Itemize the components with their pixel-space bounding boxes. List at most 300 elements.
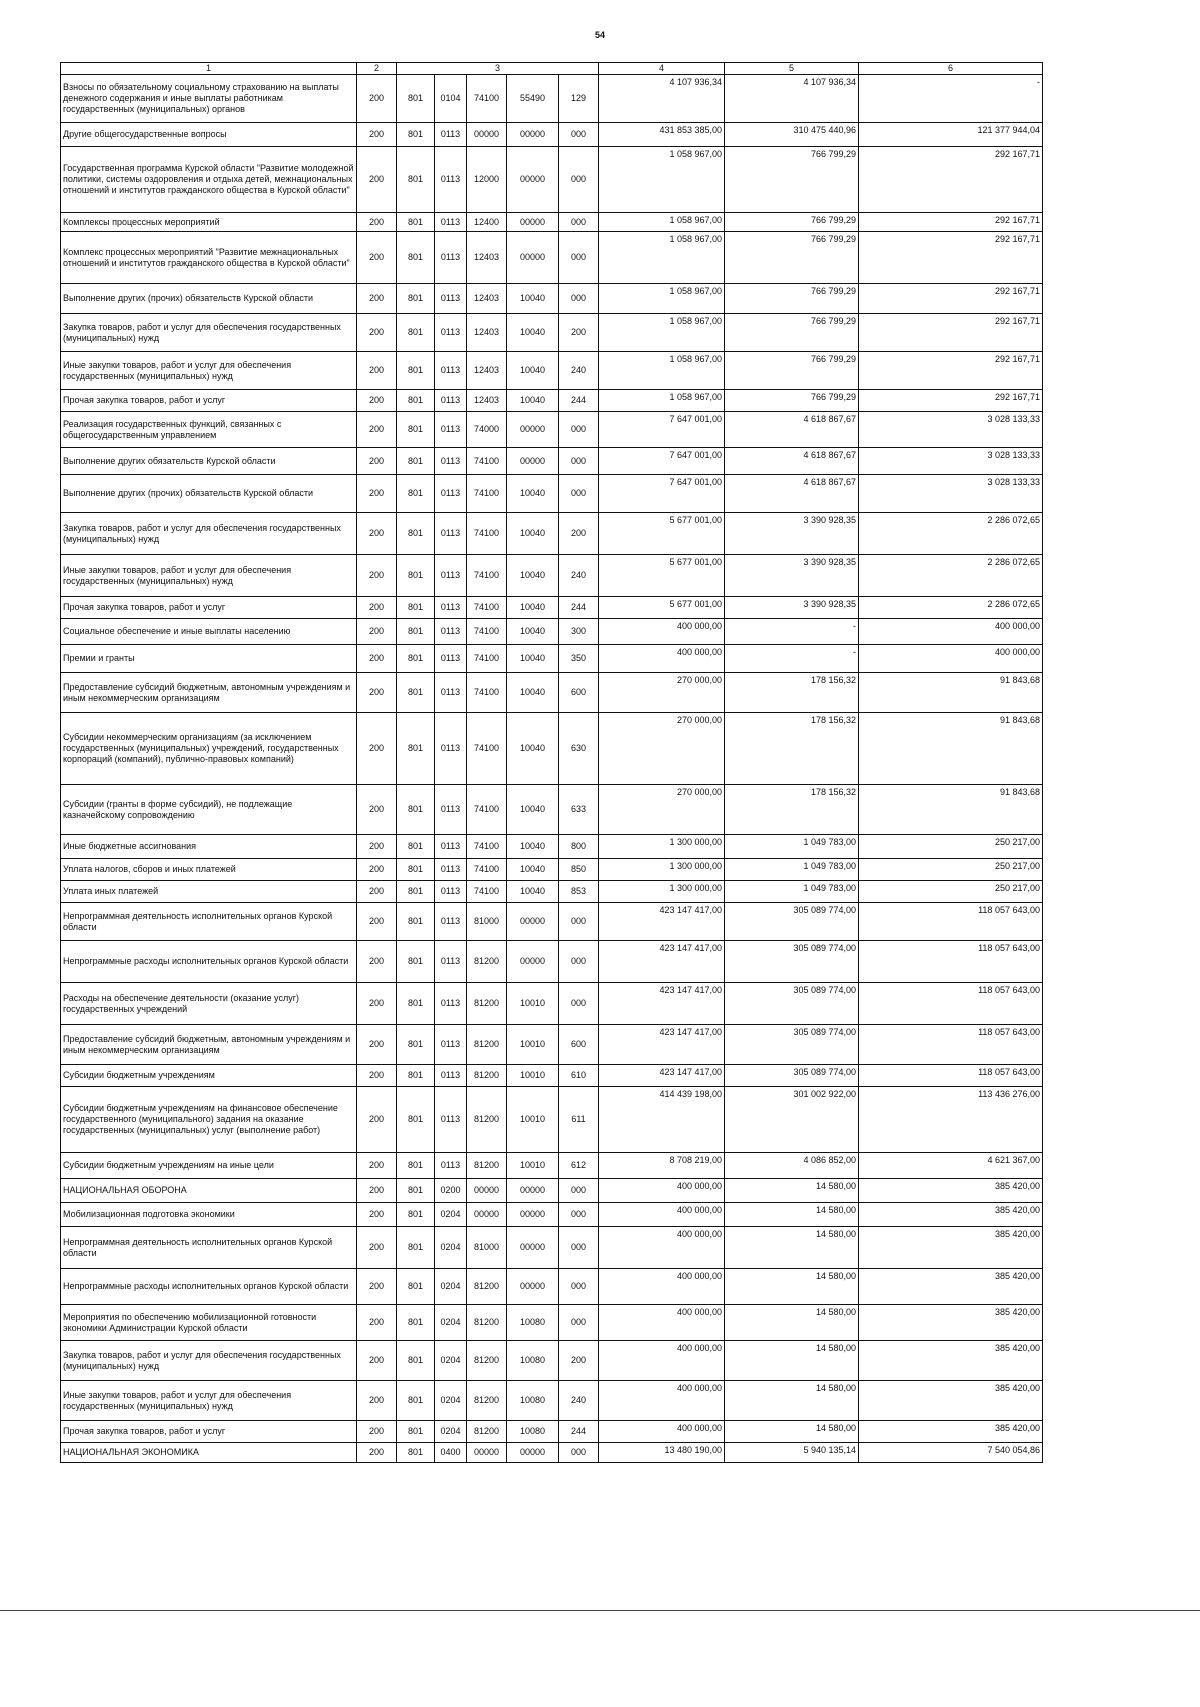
- direction-code-cell: 00000: [507, 213, 559, 232]
- remainder-amount-cell: 250 217,00: [859, 881, 1043, 903]
- approved-amount-cell: 400 000,00: [599, 1179, 725, 1203]
- admin-code-cell: 200: [357, 673, 397, 713]
- expense-type-cell: 000: [559, 1179, 599, 1203]
- remainder-amount-cell: 7 540 054,86: [859, 1443, 1043, 1463]
- direction-code-cell: 00000: [507, 123, 559, 147]
- executed-amount-cell: 3 390 928,35: [725, 513, 859, 555]
- program-code-cell: 74100: [467, 835, 507, 859]
- admin-code-cell: 200: [357, 645, 397, 673]
- direction-code-cell: 00000: [507, 941, 559, 983]
- expense-type-cell: 000: [559, 1443, 599, 1463]
- remainder-amount-cell: 292 167,71: [859, 284, 1043, 314]
- remainder-amount-cell: 385 420,00: [859, 1341, 1043, 1381]
- executed-amount-cell: 14 580,00: [725, 1381, 859, 1421]
- remainder-amount-cell: 292 167,71: [859, 213, 1043, 232]
- program-code-cell: 74100: [467, 597, 507, 619]
- remainder-amount-cell: 292 167,71: [859, 147, 1043, 213]
- program-code-cell: 74000: [467, 412, 507, 448]
- executed-amount-cell: 14 580,00: [725, 1179, 859, 1203]
- executed-amount-cell: 4 107 936,34: [725, 75, 859, 123]
- admin-code-cell: 200: [357, 412, 397, 448]
- table-row: [61, 412, 1043, 448]
- ministry-code-cell: 801: [397, 390, 435, 412]
- section-code-cell: 0113: [435, 903, 467, 941]
- admin-code-cell: 200: [357, 1421, 397, 1443]
- approved-amount-cell: 13 480 190,00: [599, 1443, 725, 1463]
- direction-code-cell: 00000: [507, 232, 559, 284]
- admin-code-cell: 200: [357, 835, 397, 859]
- executed-amount-cell: 4 618 867,67: [725, 475, 859, 513]
- section-code-cell: 0113: [435, 983, 467, 1025]
- executed-amount-cell: -: [725, 619, 859, 645]
- section-code-cell: 0204: [435, 1381, 467, 1421]
- table-row: [61, 859, 1043, 881]
- row-name-cell: Субсидии некоммерческим организациям (за исключением государственных (муниципальных) учреждений, государственных корпораций (компаний), публично-правовых компаний): [61, 713, 357, 785]
- row-name-cell: Мобилизационная подготовка экономики: [61, 1203, 357, 1227]
- row-name-cell: Реализация государственных функций, связанных с общегосударственным управлением: [61, 412, 357, 448]
- section-code-cell: 0113: [435, 673, 467, 713]
- ministry-code-cell: 801: [397, 232, 435, 284]
- executed-amount-cell: -: [725, 645, 859, 673]
- admin-code-cell: 200: [357, 555, 397, 597]
- approved-amount-cell: 270 000,00: [599, 673, 725, 713]
- approved-amount-cell: 423 147 417,00: [599, 1065, 725, 1087]
- ministry-code-cell: 801: [397, 673, 435, 713]
- table-row: [61, 597, 1043, 619]
- remainder-amount-cell: 121 377 944,04: [859, 123, 1043, 147]
- ministry-code-cell: 801: [397, 785, 435, 835]
- section-code-cell: 0113: [435, 390, 467, 412]
- table-row: [61, 1087, 1043, 1153]
- approved-amount-cell: 7 647 001,00: [599, 475, 725, 513]
- admin-code-cell: 200: [357, 75, 397, 123]
- expense-type-cell: 633: [559, 785, 599, 835]
- remainder-amount-cell: 250 217,00: [859, 835, 1043, 859]
- remainder-amount-cell: 3 028 133,33: [859, 475, 1043, 513]
- section-code-cell: 0113: [435, 352, 467, 390]
- ministry-code-cell: 801: [397, 903, 435, 941]
- table-row: [61, 1153, 1043, 1179]
- program-code-cell: 81200: [467, 1305, 507, 1341]
- scan-edge-line: [0, 1610, 1200, 1611]
- row-name-cell: Взносы по обязательному социальному страхованию на выплаты денежного содержания и иные выплаты работникам государственных (муниципальных) органов: [61, 75, 357, 123]
- executed-amount-cell: 14 580,00: [725, 1421, 859, 1443]
- ministry-code-cell: 801: [397, 147, 435, 213]
- admin-code-cell: 200: [357, 232, 397, 284]
- expense-type-cell: 612: [559, 1153, 599, 1179]
- row-name-cell: Субсидии (гранты в форме субсидий), не подлежащие казначейскому сопровождению: [61, 785, 357, 835]
- section-code-cell: 0113: [435, 448, 467, 475]
- approved-amount-cell: 5 677 001,00: [599, 555, 725, 597]
- row-name-cell: Выполнение других (прочих) обязательств Курской области: [61, 475, 357, 513]
- expense-type-cell: 240: [559, 1381, 599, 1421]
- expense-type-cell: 244: [559, 597, 599, 619]
- approved-amount-cell: 4 107 936,34: [599, 75, 725, 123]
- ministry-code-cell: 801: [397, 1203, 435, 1227]
- row-name-cell: НАЦИОНАЛЬНАЯ ЭКОНОМИКА: [61, 1443, 357, 1463]
- admin-code-cell: 200: [357, 123, 397, 147]
- program-code-cell: 12400: [467, 213, 507, 232]
- approved-amount-cell: 1 300 000,00: [599, 859, 725, 881]
- program-code-cell: 00000: [467, 1179, 507, 1203]
- row-name-cell: Комплекс процессных мероприятий "Развитие межнациональных отношений и институтов гражданского общества в Курской области": [61, 232, 357, 284]
- direction-code-cell: 10040: [507, 390, 559, 412]
- table-body: [61, 63, 1043, 1463]
- approved-amount-cell: 431 853 385,00: [599, 123, 725, 147]
- executed-amount-cell: 310 475 440,96: [725, 123, 859, 147]
- remainder-amount-cell: 3 028 133,33: [859, 412, 1043, 448]
- admin-code-cell: 200: [357, 352, 397, 390]
- section-code-cell: 0113: [435, 412, 467, 448]
- approved-amount-cell: 1 058 967,00: [599, 213, 725, 232]
- row-name-cell: Мероприятия по обеспечению мобилизационной готовности экономики Администрации Курской области: [61, 1305, 357, 1341]
- ministry-code-cell: 801: [397, 941, 435, 983]
- table-row: [61, 1421, 1043, 1443]
- direction-code-cell: 00000: [507, 903, 559, 941]
- header-cell-3: 3: [397, 63, 599, 75]
- row-name-cell: Социальное обеспечение и иные выплаты населению: [61, 619, 357, 645]
- section-code-cell: 0113: [435, 713, 467, 785]
- executed-amount-cell: 766 799,29: [725, 390, 859, 412]
- program-code-cell: 74100: [467, 785, 507, 835]
- program-code-cell: 74100: [467, 713, 507, 785]
- direction-code-cell: 10040: [507, 597, 559, 619]
- header-cell-6: 6: [859, 63, 1043, 75]
- table-row: [61, 555, 1043, 597]
- expense-type-cell: 000: [559, 448, 599, 475]
- section-code-cell: 0200: [435, 1179, 467, 1203]
- row-name-cell: Уплата иных платежей: [61, 881, 357, 903]
- direction-code-cell: 10080: [507, 1421, 559, 1443]
- row-name-cell: Непрограммная деятельность исполнительных органов Курской области: [61, 1227, 357, 1269]
- approved-amount-cell: 1 058 967,00: [599, 284, 725, 314]
- executed-amount-cell: 14 580,00: [725, 1203, 859, 1227]
- section-code-cell: 0113: [435, 785, 467, 835]
- table-row: [61, 785, 1043, 835]
- section-code-cell: 0113: [435, 1087, 467, 1153]
- remainder-amount-cell: 91 843,68: [859, 785, 1043, 835]
- ministry-code-cell: 801: [397, 859, 435, 881]
- remainder-amount-cell: 292 167,71: [859, 314, 1043, 352]
- direction-code-cell: 10040: [507, 881, 559, 903]
- approved-amount-cell: 7 647 001,00: [599, 412, 725, 448]
- executed-amount-cell: 178 156,32: [725, 785, 859, 835]
- remainder-amount-cell: 91 843,68: [859, 673, 1043, 713]
- admin-code-cell: 200: [357, 1025, 397, 1065]
- section-code-cell: 0204: [435, 1305, 467, 1341]
- expense-type-cell: 240: [559, 555, 599, 597]
- expense-type-cell: 244: [559, 390, 599, 412]
- executed-amount-cell: 1 049 783,00: [725, 859, 859, 881]
- ministry-code-cell: 801: [397, 475, 435, 513]
- table-row: [61, 448, 1043, 475]
- table-row: [61, 213, 1043, 232]
- approved-amount-cell: 400 000,00: [599, 1227, 725, 1269]
- executed-amount-cell: 305 089 774,00: [725, 941, 859, 983]
- program-code-cell: 12403: [467, 284, 507, 314]
- remainder-amount-cell: 113 436 276,00: [859, 1087, 1043, 1153]
- approved-amount-cell: 1 058 967,00: [599, 314, 725, 352]
- admin-code-cell: 200: [357, 859, 397, 881]
- expense-type-cell: 129: [559, 75, 599, 123]
- program-code-cell: 81200: [467, 1421, 507, 1443]
- approved-amount-cell: 1 058 967,00: [599, 352, 725, 390]
- remainder-amount-cell: 2 286 072,65: [859, 597, 1043, 619]
- ministry-code-cell: 801: [397, 448, 435, 475]
- expense-type-cell: 600: [559, 1025, 599, 1065]
- section-code-cell: 0113: [435, 597, 467, 619]
- expense-type-cell: 630: [559, 713, 599, 785]
- admin-code-cell: 200: [357, 983, 397, 1025]
- table-row: [61, 983, 1043, 1025]
- direction-code-cell: 10040: [507, 352, 559, 390]
- table-row: [61, 390, 1043, 412]
- table-row: [61, 941, 1043, 983]
- approved-amount-cell: 8 708 219,00: [599, 1153, 725, 1179]
- row-name-cell: Выполнение других (прочих) обязательств Курской области: [61, 284, 357, 314]
- approved-amount-cell: 400 000,00: [599, 1421, 725, 1443]
- table-row: [61, 903, 1043, 941]
- section-code-cell: 0204: [435, 1269, 467, 1305]
- admin-code-cell: 200: [357, 314, 397, 352]
- program-code-cell: 74100: [467, 555, 507, 597]
- section-code-cell: 0400: [435, 1443, 467, 1463]
- executed-amount-cell: 178 156,32: [725, 713, 859, 785]
- program-code-cell: 81200: [467, 1025, 507, 1065]
- ministry-code-cell: 801: [397, 713, 435, 785]
- header-cell-5: 5: [725, 63, 859, 75]
- direction-code-cell: 10040: [507, 314, 559, 352]
- remainder-amount-cell: 91 843,68: [859, 713, 1043, 785]
- section-code-cell: 0113: [435, 314, 467, 352]
- admin-code-cell: 200: [357, 213, 397, 232]
- ministry-code-cell: 801: [397, 1065, 435, 1087]
- remainder-amount-cell: 385 420,00: [859, 1269, 1043, 1305]
- row-name-cell: Прочая закупка товаров, работ и услуг: [61, 597, 357, 619]
- section-code-cell: 0113: [435, 835, 467, 859]
- row-name-cell: Субсидии бюджетным учреждениям на финансовое обеспечение государственного (муниципального) задания на оказание государственных (муниципальных) услуг (выполнение работ): [61, 1087, 357, 1153]
- section-code-cell: 0113: [435, 123, 467, 147]
- admin-code-cell: 200: [357, 1065, 397, 1087]
- ministry-code-cell: 801: [397, 1305, 435, 1341]
- row-name-cell: Иные закупки товаров, работ и услуг для обеспечения государственных (муниципальных) нужд: [61, 1381, 357, 1421]
- ministry-code-cell: 801: [397, 1421, 435, 1443]
- section-code-cell: 0204: [435, 1421, 467, 1443]
- executed-amount-cell: 305 089 774,00: [725, 983, 859, 1025]
- executed-amount-cell: 178 156,32: [725, 673, 859, 713]
- approved-amount-cell: 400 000,00: [599, 1203, 725, 1227]
- expense-type-cell: 300: [559, 619, 599, 645]
- row-name-cell: Выполнение других обязательств Курской области: [61, 448, 357, 475]
- executed-amount-cell: 1 049 783,00: [725, 835, 859, 859]
- admin-code-cell: 200: [357, 1269, 397, 1305]
- budget-table: [60, 62, 1043, 1463]
- remainder-amount-cell: 292 167,71: [859, 352, 1043, 390]
- expense-type-cell: 000: [559, 123, 599, 147]
- remainder-amount-cell: 118 057 643,00: [859, 1065, 1043, 1087]
- header-cell-1: 1: [61, 63, 357, 75]
- row-name-cell: Другие общегосударственные вопросы: [61, 123, 357, 147]
- expense-type-cell: 850: [559, 859, 599, 881]
- table-row: [61, 619, 1043, 645]
- approved-amount-cell: 7 647 001,00: [599, 448, 725, 475]
- program-code-cell: 12403: [467, 232, 507, 284]
- direction-code-cell: 10010: [507, 1087, 559, 1153]
- row-name-cell: Непрограммные расходы исполнительных органов Курской области: [61, 941, 357, 983]
- ministry-code-cell: 801: [397, 75, 435, 123]
- ministry-code-cell: 801: [397, 1443, 435, 1463]
- executed-amount-cell: 14 580,00: [725, 1341, 859, 1381]
- direction-code-cell: 10080: [507, 1341, 559, 1381]
- program-code-cell: 81200: [467, 1153, 507, 1179]
- admin-code-cell: 200: [357, 1087, 397, 1153]
- section-code-cell: 0113: [435, 1025, 467, 1065]
- ministry-code-cell: 801: [397, 352, 435, 390]
- ministry-code-cell: 801: [397, 983, 435, 1025]
- row-name-cell: Премии и гранты: [61, 645, 357, 673]
- admin-code-cell: 200: [357, 475, 397, 513]
- expense-type-cell: 800: [559, 835, 599, 859]
- program-code-cell: 74100: [467, 75, 507, 123]
- program-code-cell: 81200: [467, 1381, 507, 1421]
- row-name-cell: Предоставление субсидий бюджетным, автономным учреждениям и иным некоммерческим организациям: [61, 1025, 357, 1065]
- section-code-cell: 0113: [435, 1065, 467, 1087]
- row-name-cell: Иные закупки товаров, работ и услуг для обеспечения государственных (муниципальных) нужд: [61, 555, 357, 597]
- ministry-code-cell: 801: [397, 1381, 435, 1421]
- approved-amount-cell: 400 000,00: [599, 1341, 725, 1381]
- direction-code-cell: 10040: [507, 859, 559, 881]
- section-code-cell: 0113: [435, 619, 467, 645]
- row-name-cell: Иные бюджетные ассигнования: [61, 835, 357, 859]
- remainder-amount-cell: 3 028 133,33: [859, 448, 1043, 475]
- program-code-cell: 81000: [467, 1227, 507, 1269]
- approved-amount-cell: 400 000,00: [599, 645, 725, 673]
- remainder-amount-cell: -: [859, 75, 1043, 123]
- executed-amount-cell: 766 799,29: [725, 314, 859, 352]
- executed-amount-cell: 766 799,29: [725, 232, 859, 284]
- admin-code-cell: 200: [357, 881, 397, 903]
- remainder-amount-cell: 4 621 367,00: [859, 1153, 1043, 1179]
- approved-amount-cell: 400 000,00: [599, 1305, 725, 1341]
- direction-code-cell: 10040: [507, 785, 559, 835]
- table-row: [61, 232, 1043, 284]
- admin-code-cell: 200: [357, 1179, 397, 1203]
- row-name-cell: Прочая закупка товаров, работ и услуг: [61, 1421, 357, 1443]
- direction-code-cell: 00000: [507, 1269, 559, 1305]
- direction-code-cell: 10040: [507, 619, 559, 645]
- approved-amount-cell: 1 058 967,00: [599, 390, 725, 412]
- approved-amount-cell: 270 000,00: [599, 785, 725, 835]
- executed-amount-cell: 4 618 867,67: [725, 448, 859, 475]
- expense-type-cell: 610: [559, 1065, 599, 1087]
- approved-amount-cell: 423 147 417,00: [599, 903, 725, 941]
- table-row: [61, 284, 1043, 314]
- row-name-cell: Расходы на обеспечение деятельности (оказание услуг) государственных учреждений: [61, 983, 357, 1025]
- executed-amount-cell: 14 580,00: [725, 1269, 859, 1305]
- section-code-cell: 0204: [435, 1341, 467, 1381]
- program-code-cell: 12403: [467, 390, 507, 412]
- remainder-amount-cell: 118 057 643,00: [859, 983, 1043, 1025]
- program-code-cell: 81000: [467, 903, 507, 941]
- section-code-cell: 0113: [435, 1153, 467, 1179]
- expense-type-cell: 000: [559, 903, 599, 941]
- program-code-cell: 12403: [467, 352, 507, 390]
- remainder-amount-cell: 2 286 072,65: [859, 513, 1043, 555]
- direction-code-cell: 10010: [507, 1065, 559, 1087]
- admin-code-cell: 200: [357, 1227, 397, 1269]
- ministry-code-cell: 801: [397, 513, 435, 555]
- ministry-code-cell: 801: [397, 1025, 435, 1065]
- section-code-cell: 0113: [435, 555, 467, 597]
- direction-code-cell: 10080: [507, 1381, 559, 1421]
- remainder-amount-cell: 118 057 643,00: [859, 1025, 1043, 1065]
- row-name-cell: НАЦИОНАЛЬНАЯ ОБОРОНА: [61, 1179, 357, 1203]
- table-row: [61, 123, 1043, 147]
- admin-code-cell: 200: [357, 713, 397, 785]
- direction-code-cell: 10080: [507, 1305, 559, 1341]
- row-name-cell: Непрограммная деятельность исполнительных органов Курской области: [61, 903, 357, 941]
- admin-code-cell: 200: [357, 903, 397, 941]
- executed-amount-cell: 766 799,29: [725, 284, 859, 314]
- ministry-code-cell: 801: [397, 123, 435, 147]
- header-cell-2: 2: [357, 63, 397, 75]
- ministry-code-cell: 801: [397, 1341, 435, 1381]
- table-row: [61, 1227, 1043, 1269]
- table-row: [61, 314, 1043, 352]
- ministry-code-cell: 801: [397, 1087, 435, 1153]
- section-code-cell: 0113: [435, 284, 467, 314]
- approved-amount-cell: 1 300 000,00: [599, 835, 725, 859]
- executed-amount-cell: 766 799,29: [725, 352, 859, 390]
- admin-code-cell: 200: [357, 597, 397, 619]
- ministry-code-cell: 801: [397, 213, 435, 232]
- executed-amount-cell: 766 799,29: [725, 147, 859, 213]
- approved-amount-cell: 5 677 001,00: [599, 597, 725, 619]
- expense-type-cell: 200: [559, 1341, 599, 1381]
- table-row: [61, 1179, 1043, 1203]
- executed-amount-cell: 1 049 783,00: [725, 881, 859, 903]
- ministry-code-cell: 801: [397, 314, 435, 352]
- approved-amount-cell: 423 147 417,00: [599, 941, 725, 983]
- program-code-cell: 74100: [467, 645, 507, 673]
- table-row: [61, 1381, 1043, 1421]
- approved-amount-cell: 400 000,00: [599, 619, 725, 645]
- row-name-cell: Закупка товаров, работ и услуг для обеспечения государственных (муниципальных) нужд: [61, 1341, 357, 1381]
- direction-code-cell: 55490: [507, 75, 559, 123]
- direction-code-cell: 00000: [507, 1179, 559, 1203]
- table-row: [61, 1203, 1043, 1227]
- admin-code-cell: 200: [357, 1203, 397, 1227]
- remainder-amount-cell: 250 217,00: [859, 859, 1043, 881]
- program-code-cell: 00000: [467, 1443, 507, 1463]
- ministry-code-cell: 801: [397, 881, 435, 903]
- remainder-amount-cell: 292 167,71: [859, 390, 1043, 412]
- ministry-code-cell: 801: [397, 1153, 435, 1179]
- direction-code-cell: 10040: [507, 284, 559, 314]
- program-code-cell: 12000: [467, 147, 507, 213]
- program-code-cell: 00000: [467, 1203, 507, 1227]
- direction-code-cell: 10040: [507, 713, 559, 785]
- program-code-cell: 74100: [467, 448, 507, 475]
- executed-amount-cell: 5 940 135,14: [725, 1443, 859, 1463]
- ministry-code-cell: 801: [397, 284, 435, 314]
- program-code-cell: 81200: [467, 1065, 507, 1087]
- expense-type-cell: 350: [559, 645, 599, 673]
- approved-amount-cell: 400 000,00: [599, 1381, 725, 1421]
- section-code-cell: 0204: [435, 1227, 467, 1269]
- approved-amount-cell: 270 000,00: [599, 713, 725, 785]
- section-code-cell: 0113: [435, 645, 467, 673]
